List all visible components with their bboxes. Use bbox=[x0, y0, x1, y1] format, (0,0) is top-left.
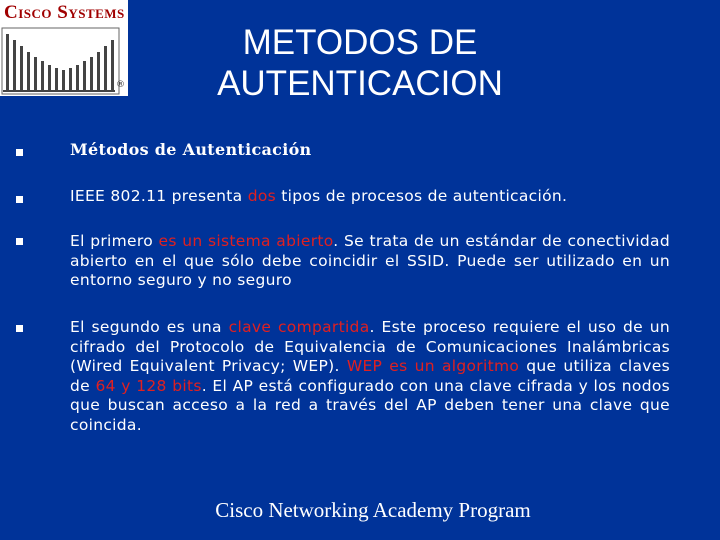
item-3-highlight-3: 64 y 128 bits bbox=[95, 376, 202, 395]
item-1-highlight: dos bbox=[247, 187, 276, 205]
item-3 bbox=[70, 318, 670, 435]
item-1-text: IEEE 802.11 presenta bbox=[70, 187, 248, 205]
item-3-text: El segundo es una bbox=[70, 318, 229, 336]
item-heading: Métodos de Autenticación bbox=[70, 140, 312, 159]
item-3-highlight-1: clave compartida bbox=[228, 318, 370, 336]
footer-text: Cisco Networking Academy Program bbox=[215, 498, 531, 522]
registered-mark: ® bbox=[116, 80, 125, 90]
slide-title bbox=[150, 22, 570, 104]
item-2-text-end: . Se trata de un estándar de conectividad abierto en el que sólo debe coincidir el SSID. Puede ser utilizado en un entorno seguro y no seguro bbox=[70, 232, 670, 289]
item-3-text-3: que utiliza claves de bbox=[70, 357, 670, 395]
bullet-icon bbox=[16, 149, 23, 156]
cisco-bridge-icon bbox=[0, 0, 128, 96]
bullet-icon bbox=[16, 196, 23, 203]
item-2-highlight: es un sistema abierto bbox=[158, 232, 334, 250]
item-3-text-2: . Este proceso requiere el uso de un cifrado del Protocolo de Equivalencia de Comunicaciones Inalámbricas (Wired Equivalent Privacy; WEP). bbox=[70, 318, 670, 375]
item-2 bbox=[70, 232, 670, 291]
bullet-icon bbox=[16, 325, 23, 332]
item-3-text-4: . El AP está configurado con una clave cifrada y los nodos que buscan acceso a la red a través del AP deben tener una clave que coincida. bbox=[70, 376, 670, 434]
title-line-1: METODOS DE bbox=[242, 23, 478, 62]
cisco-logo-text: Cisco Systems bbox=[4, 2, 125, 23]
item-1 bbox=[70, 187, 670, 207]
item-2-text: El primero bbox=[70, 232, 159, 250]
item-1-text-end: tipos de procesos de autenticación. bbox=[276, 187, 568, 205]
title-line-2: AUTENTICACION bbox=[217, 64, 503, 103]
cisco-logo bbox=[0, 0, 128, 96]
bullet-icon bbox=[16, 238, 23, 245]
item-3-highlight-2: WEP es un algoritmo bbox=[346, 357, 520, 375]
